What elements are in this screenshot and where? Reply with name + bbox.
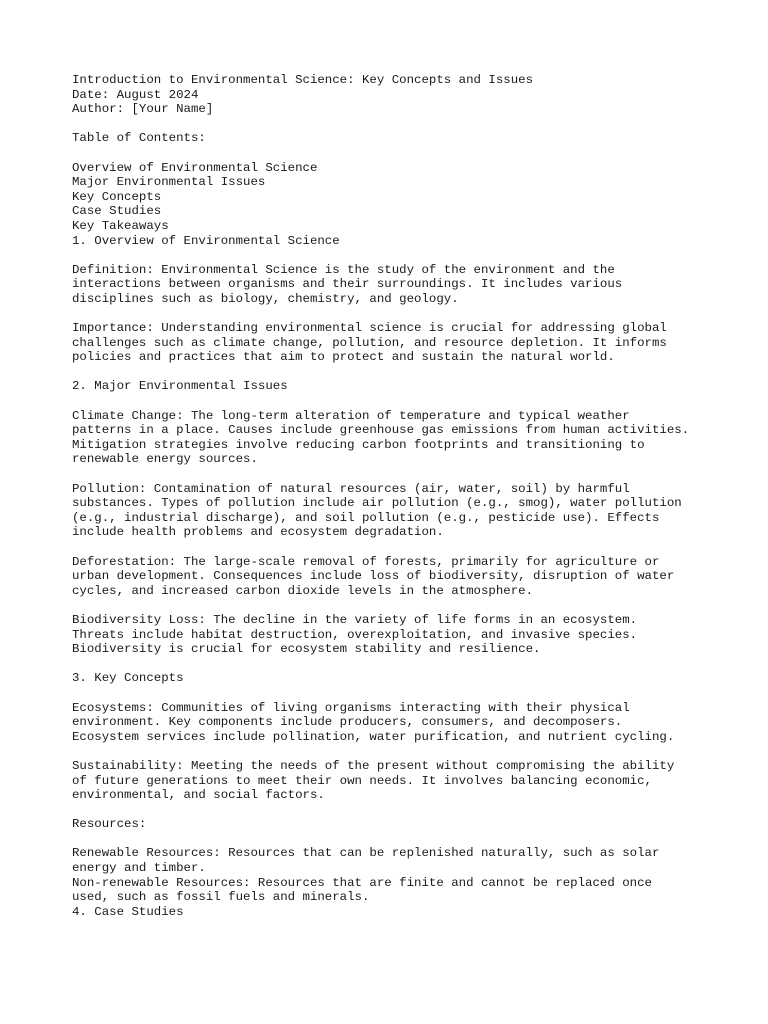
paragraph-line: of future generations to meet their own needs. It involves balancing economic, [72,773,652,788]
deforestation-paragraph [72,555,712,599]
paragraph-line: Biodiversity Loss: The decline in the variety of life forms in an ecosystem. [72,612,638,627]
document-page [72,73,712,919]
toc-item: Overview of Environmental Science [72,160,318,175]
spacer [72,598,712,613]
paragraph-line: Mitigation strategies involve reducing carbon footprints and transitioning to [72,437,645,452]
toc-item: Major Environmental Issues [72,175,266,190]
toc-heading: Table of Contents: [72,131,206,146]
renewable-paragraph [72,846,712,875]
paragraph-line: used, such as fossil fuels and minerals. [72,890,370,905]
spacer [72,248,712,263]
biodiversity-paragraph [72,613,712,657]
paragraph-line: Definition: Environmental Science is the study of the environment and the [72,262,615,277]
paragraph-line: Ecosystem services include pollination, water purification, and nutrient cycling. [72,729,675,744]
paragraph-line: Threats include habitat destruction, overexploitation, and invasive species. [72,627,638,642]
spacer [72,540,712,555]
paragraph-line: Sustainability: Meeting the needs of the present without compromising the ability [72,758,675,773]
spacer [72,657,712,672]
paragraph-line: urban development. Consequences include loss of biodiversity, disruption of water [72,569,675,584]
definition-paragraph [72,263,712,307]
paragraph-line: substances. Types of pollution include air pollution (e.g., smog), water pollution [72,496,682,511]
toc-item: Key Concepts [72,189,162,204]
spacer [72,832,712,847]
paragraph-line: cycles, and increased carbon dioxide levels in the atmosphere. [72,583,534,598]
spacer [72,365,712,380]
section-heading: 1. Overview of Environmental Science [72,233,340,248]
paragraph-line: Biodiversity is crucial for ecosystem stability and resilience. [72,642,541,657]
paragraph-line: environment. Key components include producers, consumers, and decomposers. [72,715,623,730]
paragraph-line: interactions between organisms and their surroundings. It includes various [72,277,623,292]
paragraph-line: Renewable Resources: Resources that can be replenished naturally, such as solar [72,846,660,861]
spacer [72,394,712,409]
paragraph-line: energy and timber. [72,861,206,876]
paragraph-line: challenges such as climate change, pollution, and resource depletion. It informs [72,335,667,350]
paragraph-line: environmental, and social factors. [72,788,325,803]
paragraph-line: renewable energy sources. [72,452,258,467]
spacer [72,744,712,759]
resources-heading: Resources: [72,817,147,832]
toc-item: Key Takeaways [72,218,169,233]
section-heading: 2. Major Environmental Issues [72,379,288,394]
paragraph-line: Importance: Understanding environmental science is crucial for addressing global [72,321,667,336]
paragraph-line: include health problems and ecosystem degradation. [72,525,444,540]
sustainability-paragraph [72,759,712,803]
section-heading: 3. Key Concepts [72,671,184,686]
spacer [72,467,712,482]
document-title: Introduction to Environmental Science: Key Concepts and Issues [72,73,534,87]
importance-paragraph [72,321,712,365]
document-author: Author: [Your Name] [72,102,214,117]
spacer [72,146,712,161]
paragraph-line: (e.g., industrial discharge), and soil pollution (e.g., pesticide use). Effects [72,510,660,525]
spacer [72,307,712,322]
ecosystems-paragraph [72,701,712,745]
paragraph-line: Climate Change: The long-term alteration of temperature and typical weather [72,408,630,423]
paragraph-line: Deforestation: The large-scale removal of forests, primarily for agriculture or [72,554,660,569]
toc-item: Case Studies [72,204,162,219]
spacer [72,686,712,701]
paragraph-line: Non-renewable Resources: Resources that are finite and cannot be replaced once [72,875,652,890]
section-heading: 4. Case Studies [72,904,184,919]
paragraph-line: policies and practices that aim to protect and sustain the natural world. [72,350,615,365]
climate-change-paragraph [72,409,712,467]
paragraph-line: disciplines such as biology, chemistry, and geology. [72,291,459,306]
pollution-paragraph [72,482,712,540]
spacer [72,803,712,818]
nonrenewable-paragraph [72,876,712,905]
spacer [72,117,712,132]
document-date: Date: August 2024 [72,87,199,102]
paragraph-line: patterns in a place. Causes include greenhouse gas emissions from human activities. [72,423,690,438]
paragraph-line: Pollution: Contamination of natural resources (air, water, soil) by harmful [72,481,630,496]
paragraph-line: Ecosystems: Communities of living organisms interacting with their physical [72,700,630,715]
